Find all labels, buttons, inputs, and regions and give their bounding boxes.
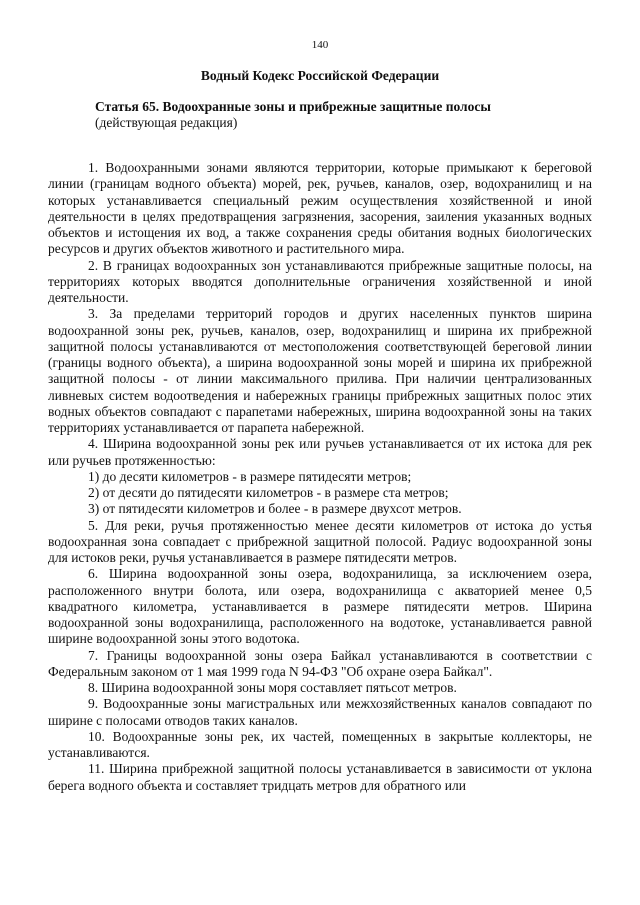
paragraph-4: 4. Ширина водоохранной зоны рек или ручьев устанавливается от их истока для рек или ручьев протяженностью: [48,436,592,468]
paragraph-9: 9. Водоохранные зоны магистральных или межхозяйственных каналов совпадают по ширине с полосами отводов таких каналов. [48,696,592,728]
article-subtitle: (действующая редакция) [95,115,238,130]
paragraph-6: 6. Ширина водоохранной зоны озера, водохранилища, за исключением озера, расположенного внутри болота, или озера, водохранилища с акваторией менее 0,5 квадратного километра, устанавливается в размере пятидесяти метров. Ширина водоохранной зоны водохранилища, расположенного на водотоке, устанавливается равной ширине водоохранной зоны этого водотока. [48,566,592,647]
paragraph-4-item-1: 1) до десяти километров - в размере пятидесяти метров; [88,468,412,484]
paragraph-8: 8. Ширина водоохранной зоны моря составляет пятьсот метров. [88,680,457,695]
paragraph-7: 7. Границы водоохранной зоны озера Байкал устанавливаются в соответствии с Федеральным законом от 1 мая 1999 года N 94-ФЗ "Об охране озера Байкал". [48,647,592,679]
paragraph-3: 3. За пределами территорий городов и других населенных пунктов ширина водоохранной зоны рек, ручьев, каналов, озер, водохранилищ и ширина их прибрежной защитной полосы устанавливаются от местоположения соответствующей береговой линии (границы водного объекта), а ширина водоохранной зоны морей и ширина их прибрежной защитной полосы - от линии максимального прилива. При наличии централизованных ливневых систем водоотведения и набережных границы прибрежных защитных полос этих водных объектов совпадают с парапетами набережных, ширина водоохранной зоны на таких территориях устанавливается от парапета набережной. [48,306,592,435]
paragraph-5: 5. Для реки, ручья протяженностью менее десяти километров от истока до устья водоохранная зона совпадает с прибрежной защитной полосой. Радиус водоохранной зоны для истоков реки, ручья устанавливается в размере пятидесяти метров. [48,517,592,565]
article-header [95,99,575,131]
paragraph-10: 10. Водоохранные зоны рек, их частей, помещенных в закрытые коллекторы, не устанавливаются. [48,728,592,760]
paragraph-1: 1. Водоохранными зонами являются территории, которые примыкают к береговой линии (границам водного объекта) морей, рек, ручьев, каналов, озер, водохранилищ и на которых устанавливается специальный режим осуществления хозяйственной и иной деятельности в целях предотвращения загрязнения, засорения, заиления указанных водных объектов и истощения их вод, а также сохранения среды обитания водных биологических ресурсов и других объектов животного и растительного мира. [48,160,592,257]
paragraph-2: 2. В границах водоохранных зон устанавливаются прибрежные защитные полосы, на территориях которых вводятся дополнительные ограничения хозяйственной и иной деятельности. [48,257,592,305]
paragraph-4-item-2: 2) от десяти до пятидесяти километров - в размере ста метров; [88,485,449,500]
page-number: 140 [311,39,329,51]
document-title: Водный Кодекс Российской Федерации [200,68,440,83]
paragraph-4-item-3: 3) от пятидесяти километров и более - в размере двухсот метров. [88,501,462,517]
paragraph-11: 11. Ширина прибрежной защитной полосы устанавливается в зависимости от уклона берега водного объекта и составляет тридцать метров для обратного или [48,761,592,793]
article-body [48,160,592,794]
article-title: Статья 65. Водоохранные зоны и прибрежные защитные полосы [95,99,491,114]
